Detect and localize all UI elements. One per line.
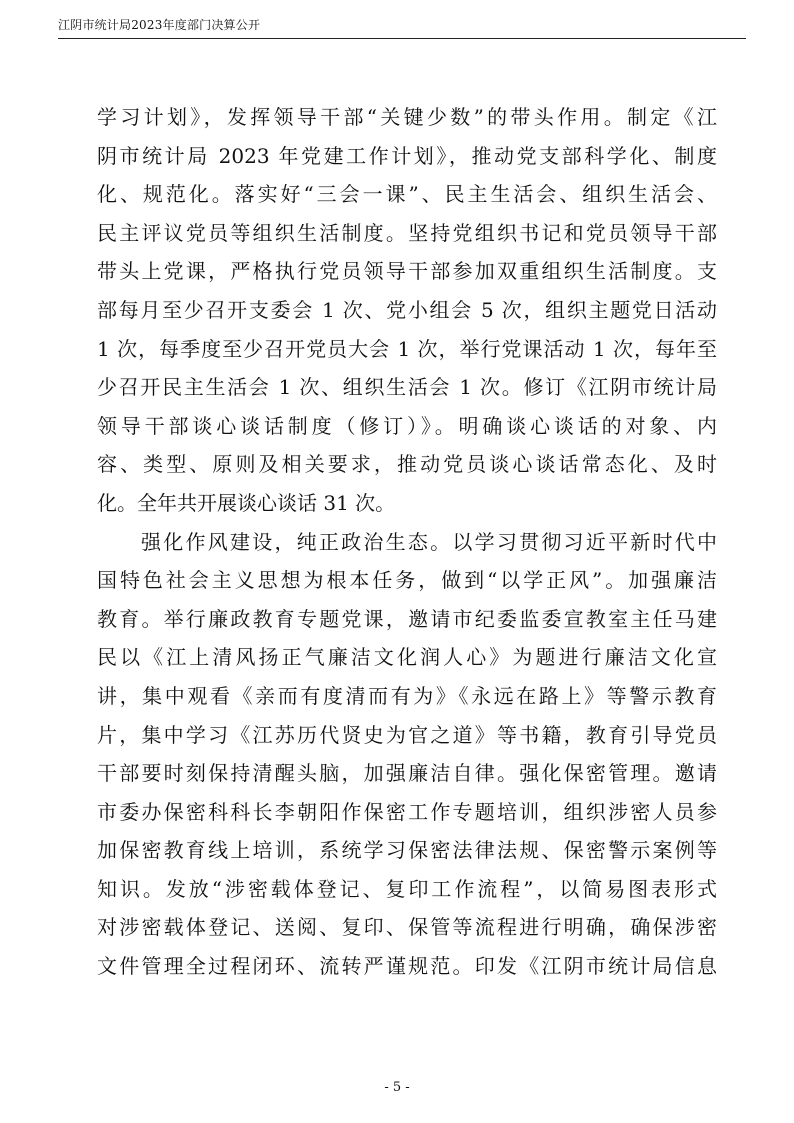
text-line: 少召开民主生活会 1 次、组织生活会 1 次。修订《江阴市统计局	[97, 375, 717, 400]
text-line: 讲，集中观看《亲而有度清而有为》《永远在路上》等警示教育	[97, 683, 717, 708]
document-body	[97, 98, 717, 986]
text-line: 阴市统计局 2023 年党建工作计划》，推动党支部科学化、制度	[97, 143, 717, 168]
paragraph-style-building	[97, 523, 717, 986]
page-number: - 5 -	[384, 1080, 410, 1095]
text-line: 化。全年共开展谈心谈话 31 次。	[97, 490, 396, 515]
text-line: 教育。举行廉政教育专题党课，邀请市纪委监委宣教室主任马建	[97, 606, 717, 631]
paragraph-party-building	[97, 98, 717, 523]
header-title: 江阴市统计局2023年度部门决算公开	[58, 18, 261, 32]
text-line: 化、规范化。落实好“三会一课”、民主生活会、组织生活会、	[97, 182, 717, 207]
text-line: 文件管理全过程闭环、流转严谨规范。印发《江阴市统计局信息	[97, 954, 717, 979]
text-line: 容、类型、原则及相关要求，推动党员谈心谈话常态化、及时	[97, 452, 717, 477]
text-line: 民以《江上清风扬正气廉洁文化润人心》为题进行廉洁文化宣	[97, 645, 717, 670]
text-line: 对涉密载体登记、送阅、复印、保管等流程进行明确，确保涉密	[97, 915, 717, 940]
text-line: 国特色社会主义思想为根本任务，做到“以学正风”。加强廉洁	[97, 568, 717, 593]
text-line: 片，集中学习《江苏历代贤史为官之道》等书籍，教育引导党员	[97, 722, 717, 747]
text-line: 民主评议党员等组织生活制度。坚持党组织书记和党员领导干部	[97, 220, 717, 245]
text-line: 干部要时刻保持清醒头脑，加强廉洁自律。强化保密管理。邀请	[97, 761, 717, 786]
text-line: 部每月至少召开支委会 1 次、党小组会 5 次，组织主题党日活动	[97, 297, 717, 322]
text-line: 领导干部谈心谈话制度（修订）》。明确谈心谈话的对象、内	[97, 413, 717, 438]
text-line: 强化作风建设，纯正政治生态。以学习贯彻习近平新时代中	[141, 529, 717, 554]
text-line: 市委办保密科科长李朝阳作保密工作专题培训，组织涉密人员参	[97, 799, 717, 824]
text-line: 知识。发放“涉密载体登记、复印工作流程”，以简易图表形式	[97, 876, 717, 901]
page-header	[58, 18, 746, 39]
text-line: 加保密教育线上培训，系统学习保密法律法规、保密警示案例等	[97, 838, 717, 863]
text-line: 1 次，每季度至少召开党员大会 1 次，举行党课活动 1 次，每年至	[97, 336, 717, 361]
text-line: 学习计划》，发挥领导干部“关键少数”的带头作用。制定《江	[97, 105, 717, 129]
text-line: 带头上党课，严格执行党员领导干部参加双重组织生活制度。支	[97, 259, 717, 284]
